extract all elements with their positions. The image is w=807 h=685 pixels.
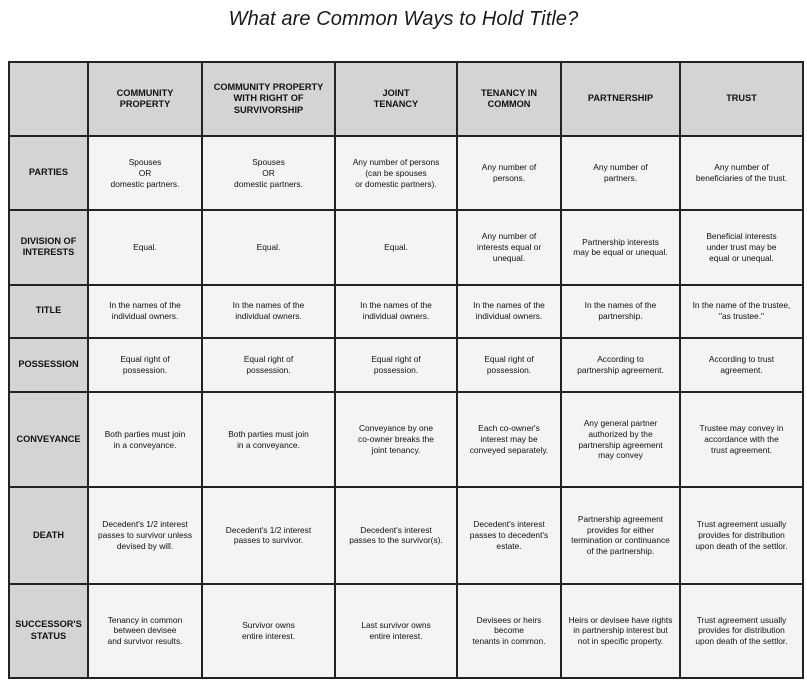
column-header-tenancy-in-common: TENANCY IN COMMON [457,62,561,136]
table-cell: Equal. [88,210,202,284]
column-header-joint-tenancy: JOINT TENANCY [335,62,457,136]
table-cell: Both parties must join in a conveyance. [88,392,202,487]
row-header-death: DEATH [9,487,88,583]
title-comparison-table [8,61,804,679]
table-cell: Any number of persons (can be spouses or domestic partners). [335,136,457,210]
row-header-division-of-interests: DIVISION OF INTERESTS [9,210,88,284]
table-cell: Decedent's 1/2 interest passes to survivor. [202,487,335,583]
table-cell: In the names of the partnership. [561,285,680,338]
table-cell: Equal. [202,210,335,284]
table-row-possession [9,338,803,392]
table-cell: Partnership agreement provides for either termination or continuance of the partnership. [561,487,680,583]
table-cell: Devisees or heirs become tenants in common. [457,584,561,678]
table-cell: Heirs or devisee have rights in partnership interest but not in specific property. [561,584,680,678]
table-cell: Trustee may convey in accordance with the trust agreement. [680,392,803,487]
table-cell: Conveyance by one co-owner breaks the joint tenancy. [335,392,457,487]
table-row-death [9,487,803,583]
table-cell: Beneficial interests under trust may be equal or unequal. [680,210,803,284]
table-cell: Decedent's interest passes to decedent's estate. [457,487,561,583]
table-row-division-of-interests [9,210,803,284]
table-cell: Trust agreement usually provides for distribution upon death of the settlor. [680,584,803,678]
table-cell: In the names of the individual owners. [457,285,561,338]
row-header-successors-status: SUCCESSOR'S STATUS [9,584,88,678]
table-cell: In the name of the trustee, "as trustee." [680,285,803,338]
table-cell: Partnership interests may be equal or unequal. [561,210,680,284]
table-cell: Spouses OR domestic partners. [88,136,202,210]
row-header-possession: POSSESSION [9,338,88,392]
table-cell: Any number of interests equal or unequal. [457,210,561,284]
header-row [9,62,803,136]
table-cell: Last survivor owns entire interest. [335,584,457,678]
table-cell: Decedent's 1/2 interest passes to survivor unless devised by will. [88,487,202,583]
table-cell: Equal right of possession. [88,338,202,392]
table-cell: Both parties must join in a conveyance. [202,392,335,487]
table-row-title [9,285,803,338]
table-cell: In the names of the individual owners. [335,285,457,338]
table-cell: In the names of the individual owners. [202,285,335,338]
table-cell: Equal right of possession. [202,338,335,392]
table-cell: Any number of beneficiaries of the trust. [680,136,803,210]
table-row-parties [9,136,803,210]
row-header-parties: PARTIES [9,136,88,210]
table-cell: Decedent's interest passes to the survivor(s). [335,487,457,583]
table-cell: Any general partner authorized by the partnership agreement may convey [561,392,680,487]
row-header-title: TITLE [9,285,88,338]
table-cell: According to trust agreement. [680,338,803,392]
table-cell: Equal right of possession. [335,338,457,392]
column-header-partnership: PARTNERSHIP [561,62,680,136]
table-cell: According to partnership agreement. [561,338,680,392]
corner-cell [9,62,88,136]
column-header-community-property-survivorship: COMMUNITY PROPERTY WITH RIGHT OF SURVIVORSHIP [202,62,335,136]
table-row-successors-status [9,584,803,678]
table-cell: In the names of the individual owners. [88,285,202,338]
page-title: What are Common Ways to Hold Title? [228,8,579,30]
row-header-conveyance: CONVEYANCE [9,392,88,487]
table-cell: Trust agreement usually provides for distribution upon death of the settlor. [680,487,803,583]
column-header-community-property: COMMUNITY PROPERTY [88,62,202,136]
table-cell: Equal right of possession. [457,338,561,392]
table-cell: Survivor owns entire interest. [202,584,335,678]
table-cell: Spouses OR domestic partners. [202,136,335,210]
table-cell: Each co-owner's interest may be conveyed separately. [457,392,561,487]
column-header-trust: TRUST [680,62,803,136]
table-cell: Any number of partners. [561,136,680,210]
table-cell: Equal. [335,210,457,284]
table-cell: Any number of persons. [457,136,561,210]
table-cell: Tenancy in common between devisee and survivor results. [88,584,202,678]
table-row-conveyance [9,392,803,487]
